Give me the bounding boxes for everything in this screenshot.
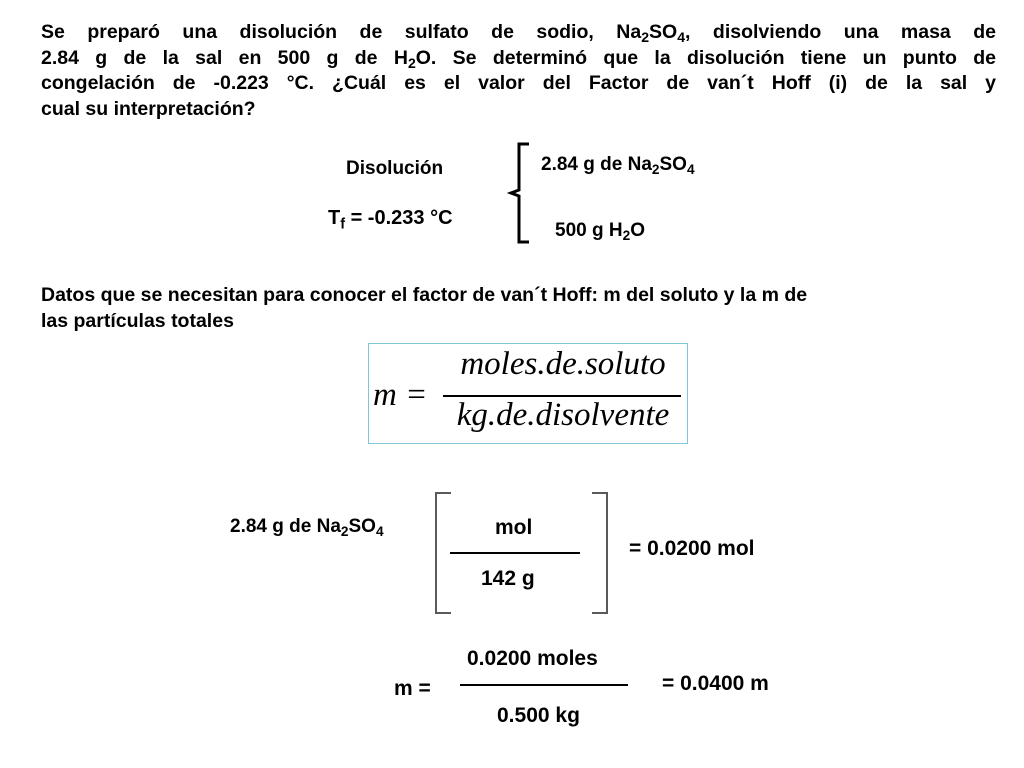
- formula-numerator: moles.de.soluto: [460, 346, 666, 382]
- solvent-mass-label: 500 g $H_2O$: [555, 220, 645, 244]
- curly-brace: [505, 140, 535, 246]
- calc2-denominator: 0.500 kg: [497, 704, 580, 727]
- datos-paragraph: [41, 283, 996, 334]
- freezing-point-label: $T_f = -0.233$ °C: [328, 207, 453, 233]
- problem-statement: [41, 20, 996, 122]
- calc1-left-bracket: [435, 492, 451, 614]
- datos-line-2: las partículas totales: [41, 309, 234, 332]
- formula-denominator: kg.de.disolvente: [456, 397, 670, 433]
- solute-mass-label: 2.84 g de $Na_2SO_4$: [541, 154, 695, 178]
- problem-line-3: congelación de -0.223 °C. ¿Cuál es el valor del Factor de van´t Hoff (i) de la sal y: [41, 72, 996, 94]
- problem-line-1: Se preparó una disolución de sulfato de sodio, $Na_2SO_4$, disolviendo una masa de: [41, 21, 997, 46]
- calc2-result: = 0.0400 m: [662, 672, 769, 695]
- calc1-fraction-bar: [450, 552, 580, 554]
- calc2-fraction-bar: [460, 684, 628, 686]
- calc1-denominator: 142 g: [481, 567, 535, 590]
- calc1-given: 2.84 g de $Na_2SO_4$: [230, 516, 384, 540]
- calc2-lhs: m =: [394, 677, 431, 700]
- formula-lhs: m =: [373, 377, 428, 413]
- problem-line-2: 2.84 g de la sal en 500 g de $H_2O$. Se determinó que la disolución tiene un punto de: [41, 46, 997, 71]
- calc1-right-bracket: [592, 492, 608, 614]
- datos-line-1: Datos que se necesitan para conocer el factor de van´t Hoff: m del soluto y la m de: [41, 284, 808, 306]
- disolucion-label: Disolución: [346, 158, 444, 179]
- molality-formula-box: [368, 343, 688, 444]
- calc2-numerator: 0.0200 moles: [467, 647, 598, 670]
- calc1-numerator: mol: [495, 516, 533, 539]
- calc1-result: = 0.0200 mol: [629, 537, 755, 560]
- problem-line-4: cual su interpretación?: [41, 97, 256, 120]
